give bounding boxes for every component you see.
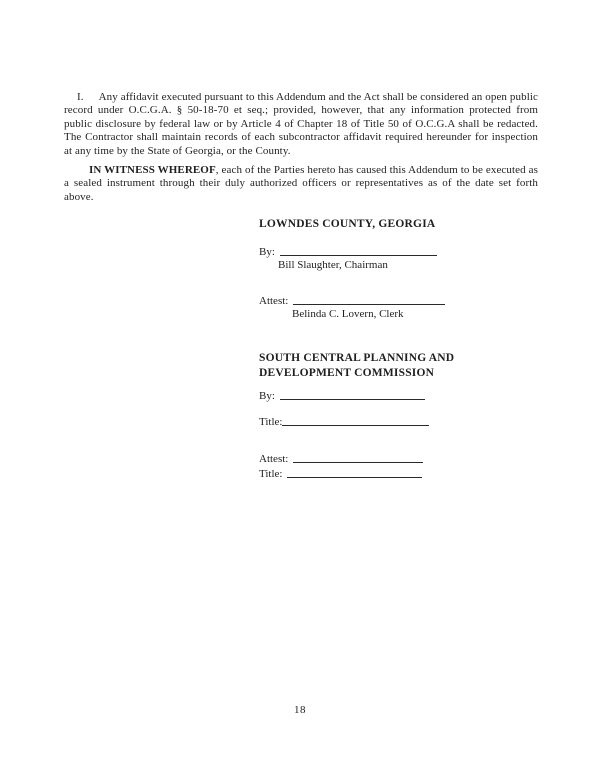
county-by-name: Bill Slaughter, Chairman	[278, 259, 388, 272]
commission-attest-title-label: Title:	[259, 467, 283, 480]
county-attest-row	[259, 294, 538, 308]
signature-section	[259, 217, 538, 481]
county-by-signature-line	[280, 246, 437, 256]
county-by-label: By:	[259, 245, 275, 258]
commission-by-row	[259, 389, 538, 403]
commission-attest-title-line	[287, 468, 422, 478]
paragraph-affidavit	[64, 91, 538, 158]
commission-title-label: Title:	[259, 415, 283, 428]
commission-attest-signature-line	[293, 453, 423, 463]
commission-heading-line-2: DEVELOPMENT COMMISSION	[259, 366, 435, 379]
commission-title-line	[282, 416, 429, 426]
county-attest-signature-line	[293, 295, 445, 305]
commission-attest-label: Attest:	[259, 453, 289, 466]
paragraph-witness-text: , each of the Parties hereto has caused this Addendum to be executed as a sealed instrument through their duly authorized officers or representatives as of the date set forth above.	[64, 164, 539, 203]
commission-attest-row	[259, 452, 538, 466]
paragraph-affidavit-text: Any affidavit executed pursuant to this Addendum and the Act shall be considered an open public record under O.C.G.A. § 50-18-70 et seq.; provided, however, that any information protected from public disclosure by federal law or by Article 4 of Chapter 18 of Title 50 of O.C.G.A shall be redacted. The Contractor shall maintain records of each subcontractor affidavit required hereunder for inspection at any time by the State of Georgia, or the County.	[64, 91, 538, 157]
county-heading: LOWNDES COUNTY, GEORGIA	[259, 218, 436, 231]
commission-by-signature-line	[280, 390, 425, 400]
commission-by-label: By:	[259, 390, 275, 403]
commission-attest-title-row	[259, 467, 538, 481]
county-attest-label: Attest:	[259, 294, 289, 307]
page-number: 18	[294, 704, 306, 716]
document-content	[64, 91, 538, 481]
paragraph-witness	[64, 164, 538, 204]
paragraph-affidavit-label: I.	[77, 91, 84, 103]
signature-block-commission	[259, 351, 538, 481]
commission-title-row	[259, 415, 538, 429]
paragraph-witness-lead: IN WITNESS WHEREOF	[89, 164, 216, 177]
county-attest-name: Belinda C. Lovern, Clerk	[292, 307, 404, 320]
commission-heading-line-1: SOUTH CENTRAL PLANNING AND	[259, 352, 455, 365]
signature-block-county	[259, 217, 538, 321]
county-by-row	[259, 245, 538, 259]
